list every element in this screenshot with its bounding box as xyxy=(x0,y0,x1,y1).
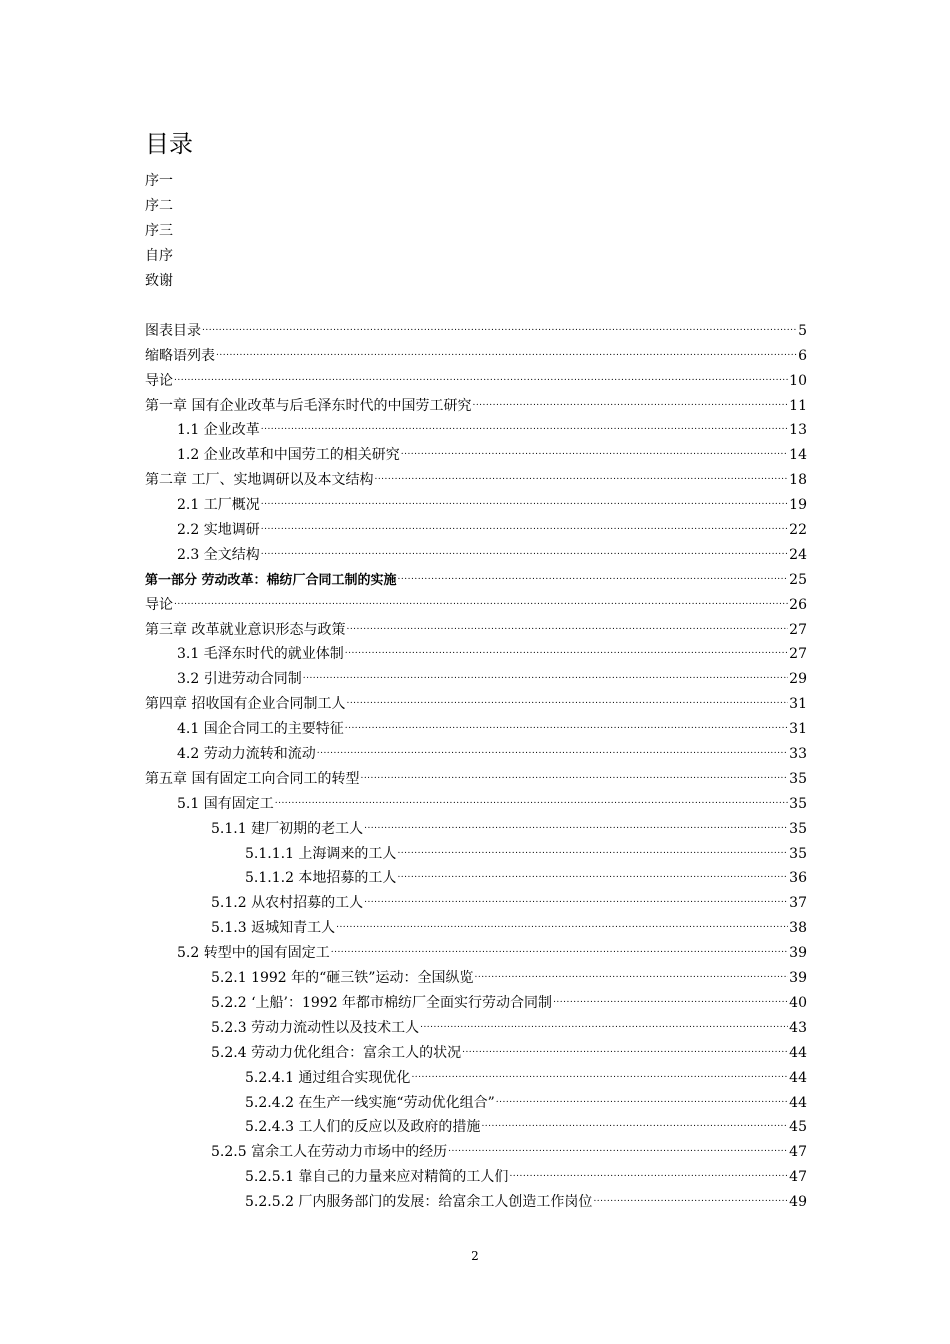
dot-leader xyxy=(216,344,797,363)
toc-entry[interactable] xyxy=(145,1187,807,1212)
toc-entry[interactable] xyxy=(145,341,807,366)
toc-entry-title: 5.1 国有固定工 xyxy=(177,795,274,812)
dot-leader xyxy=(331,941,788,960)
toc-entry-page: 40 xyxy=(789,994,807,1011)
toc-entry-title: 缩略语列表 xyxy=(145,347,215,364)
toc-entry[interactable] xyxy=(145,615,807,640)
dot-leader xyxy=(553,991,788,1010)
dot-leader xyxy=(474,966,788,985)
toc-entry-page: 45 xyxy=(789,1119,807,1136)
toc-entry-page: 24 xyxy=(789,546,807,563)
preface-item[interactable]: 致谢 xyxy=(145,273,173,289)
toc-entry-title: 第一部分 劳动改革：棉纺厂合同工制的实施 xyxy=(145,572,397,588)
toc-entry[interactable] xyxy=(145,515,807,540)
toc-entry-title: 第四章 招收国有企业合同制工人 xyxy=(145,696,346,713)
toc-entry-page: 39 xyxy=(789,945,807,962)
dot-leader xyxy=(397,866,788,885)
toc-entry-title: 图表目录 xyxy=(145,322,201,339)
toc-entry[interactable] xyxy=(145,1013,807,1038)
toc-entry-page: 18 xyxy=(789,472,807,489)
toc-entry-title: 5.1.1 建厂初期的老工人 xyxy=(211,820,364,837)
dot-leader xyxy=(496,1091,788,1110)
toc-entry-page: 47 xyxy=(789,1169,807,1186)
preface-item[interactable]: 序二 xyxy=(145,198,173,214)
toc-entry-page: 29 xyxy=(789,671,807,688)
toc-entry-title: 4.2 劳动力流转和流动 xyxy=(177,746,316,763)
dot-leader xyxy=(261,543,788,562)
toc-entry-page: 44 xyxy=(789,1069,807,1086)
dot-leader xyxy=(346,618,788,637)
toc-entry[interactable] xyxy=(145,814,807,839)
toc-entry-title: 1.1 企业改革 xyxy=(177,422,260,439)
toc-entry[interactable] xyxy=(145,1088,807,1113)
dot-leader xyxy=(401,443,788,462)
dot-leader xyxy=(398,568,789,587)
dot-leader xyxy=(593,1190,788,1209)
toc-title: 目录 xyxy=(145,130,193,158)
toc-entry-title: 2.1 工厂概况 xyxy=(177,497,260,514)
dot-leader xyxy=(317,742,788,761)
toc-entry-title: 5.2 转型中的国有固定工 xyxy=(177,945,330,962)
toc-entry-page: 37 xyxy=(789,895,807,912)
dot-leader xyxy=(420,1016,788,1035)
toc-entry[interactable] xyxy=(145,1038,807,1063)
toc-entry-title: 5.2.4 劳动力优化组合：富余工人的状况 xyxy=(211,1044,462,1061)
dot-leader xyxy=(275,792,788,811)
toc-entry-title: 3.2 引进劳动合同制 xyxy=(177,671,302,688)
toc-entry[interactable] xyxy=(145,1137,807,1162)
toc-entry[interactable] xyxy=(145,664,807,689)
dot-leader xyxy=(261,493,788,512)
table-of-contents xyxy=(145,316,807,1212)
toc-entry-title: 第一章 国有企业改革与后毛泽东时代的中国劳工研究 xyxy=(145,397,472,414)
toc-entry-page: 31 xyxy=(789,721,807,738)
toc-entry[interactable] xyxy=(145,440,807,465)
toc-entry-title: 5.2.2 ‘上船’：1992 年都市棉纺厂全面实行劳动合同制 xyxy=(211,994,553,1011)
toc-entry[interactable] xyxy=(145,789,807,814)
toc-entry-page: 25 xyxy=(789,571,807,588)
dot-leader xyxy=(261,518,788,537)
dot-leader xyxy=(303,667,788,686)
toc-entry-page: 27 xyxy=(789,646,807,663)
toc-entry[interactable] xyxy=(145,714,807,739)
toc-entry-page: 22 xyxy=(789,522,807,539)
toc-entry-page: 33 xyxy=(789,746,807,763)
toc-entry-page: 49 xyxy=(789,1194,807,1211)
preface-item[interactable]: 序一 xyxy=(145,173,173,189)
toc-entry[interactable] xyxy=(145,963,807,988)
toc-entry[interactable] xyxy=(145,988,807,1013)
toc-entry[interactable] xyxy=(145,540,807,565)
toc-entry-title: 第二章 工厂、实地调研以及本文结构 xyxy=(145,472,374,489)
dot-leader xyxy=(174,593,788,612)
dot-leader xyxy=(261,418,788,437)
toc-entry-title: 5.2.5 富余工人在劳动力市场中的经历 xyxy=(211,1144,448,1161)
toc-entry-title: 第三章 改革就业意识形态与政策 xyxy=(145,621,346,638)
toc-entry-title: 5.2.1 1992 年的“砸三铁”运动：全国纵览 xyxy=(211,970,474,987)
toc-entry[interactable] xyxy=(145,1113,807,1138)
toc-entry[interactable] xyxy=(145,938,807,963)
toc-entry-page: 47 xyxy=(789,1144,807,1161)
toc-entry-title: 5.2.5.1 靠自己的力量来应对精简的工人们 xyxy=(245,1169,509,1186)
toc-entry-title: 5.2.4.3 工人们的反应以及政府的措施 xyxy=(245,1119,481,1136)
toc-entry[interactable] xyxy=(145,864,807,889)
toc-entry-title: 2.3 全文结构 xyxy=(177,546,260,563)
toc-entry[interactable] xyxy=(145,888,807,913)
dot-leader xyxy=(481,1115,788,1134)
page-number: 2 xyxy=(471,1249,479,1263)
toc-entry-page: 13 xyxy=(789,422,807,439)
toc-entry-page: 35 xyxy=(789,820,807,837)
dot-leader xyxy=(364,817,788,836)
toc-entry[interactable] xyxy=(145,366,807,391)
toc-entry-title: 5.1.3 返城知青工人 xyxy=(211,920,336,937)
toc-entry[interactable] xyxy=(145,391,807,416)
dot-leader xyxy=(202,319,797,338)
toc-entry-page: 44 xyxy=(789,1094,807,1111)
toc-entry-page: 5 xyxy=(798,322,807,339)
toc-entry-page: 6 xyxy=(798,347,807,364)
dot-leader xyxy=(462,1041,788,1060)
dot-leader xyxy=(364,891,788,910)
toc-entry[interactable] xyxy=(145,490,807,515)
toc-entry-page: 44 xyxy=(789,1044,807,1061)
toc-entry[interactable] xyxy=(145,913,807,938)
toc-entry-title: 5.1.1.2 本地招募的工人 xyxy=(245,870,397,887)
toc-entry-page: 35 xyxy=(789,845,807,862)
dot-leader xyxy=(472,394,788,413)
toc-entry[interactable] xyxy=(145,565,807,590)
toc-entry[interactable] xyxy=(145,839,807,864)
dot-leader xyxy=(346,692,788,711)
toc-entry-title: 3.1 毛泽东时代的就业体制 xyxy=(177,646,344,663)
toc-entry[interactable] xyxy=(145,465,807,490)
toc-entry[interactable] xyxy=(145,739,807,764)
toc-entry-page: 35 xyxy=(789,770,807,787)
toc-entry-title: 5.2.3 劳动力流动性以及技术工人 xyxy=(211,1019,420,1036)
dot-leader xyxy=(360,767,788,786)
toc-entry-title: 5.2.4.2 在生产一线实施“劳动优化组合” xyxy=(245,1094,495,1111)
toc-entry-title: 5.1.1.1 上海调来的工人 xyxy=(245,845,397,862)
dot-leader xyxy=(345,642,788,661)
toc-entry-page: 38 xyxy=(789,920,807,937)
dot-leader xyxy=(374,468,788,487)
toc-entry-page: 14 xyxy=(789,447,807,464)
toc-entry-page: 39 xyxy=(789,970,807,987)
toc-entry-title: 1.2 企业改革和中国劳工的相关研究 xyxy=(177,447,400,464)
toc-entry[interactable] xyxy=(145,764,807,789)
toc-entry-page: 43 xyxy=(789,1019,807,1036)
toc-entry-page: 35 xyxy=(789,795,807,812)
toc-entry[interactable] xyxy=(145,640,807,665)
dot-leader xyxy=(448,1140,788,1159)
toc-entry-page: 27 xyxy=(789,621,807,638)
toc-entry-page: 31 xyxy=(789,696,807,713)
toc-entry-title: 5.2.4.1 通过组合实现优化 xyxy=(245,1069,411,1086)
toc-entry-title: 导论 xyxy=(145,372,173,389)
dot-leader xyxy=(345,717,788,736)
toc-entry-title: 2.2 实地调研 xyxy=(177,522,260,539)
dot-leader xyxy=(397,842,788,861)
dot-leader xyxy=(509,1165,788,1184)
toc-entry[interactable] xyxy=(145,316,807,341)
toc-entry[interactable] xyxy=(145,416,807,441)
toc-entry-page: 26 xyxy=(789,596,807,613)
toc-entry[interactable] xyxy=(145,689,807,714)
toc-entry-title: 第五章 国有固定工向合同工的转型 xyxy=(145,770,360,787)
toc-entry-page: 36 xyxy=(789,870,807,887)
toc-entry-page: 19 xyxy=(789,497,807,514)
dot-leader xyxy=(336,916,788,935)
toc-entry-title: 5.1.2 从农村招募的工人 xyxy=(211,895,364,912)
preface-item[interactable]: 自序 xyxy=(145,248,173,264)
toc-entry-title: 4.1 国企合同工的主要特征 xyxy=(177,721,344,738)
toc-entry-title: 5.2.5.2 厂内服务部门的发展：给富余工人创造工作岗位 xyxy=(245,1194,593,1211)
dot-leader xyxy=(174,369,788,388)
dot-leader xyxy=(411,1066,788,1085)
toc-entry[interactable] xyxy=(145,590,807,615)
toc-entry-page: 10 xyxy=(789,372,807,389)
toc-entry-page: 11 xyxy=(789,397,807,414)
preface-item[interactable]: 序三 xyxy=(145,223,173,239)
toc-entry[interactable] xyxy=(145,1063,807,1088)
toc-entry[interactable] xyxy=(145,1162,807,1187)
toc-entry-title: 导论 xyxy=(145,596,173,613)
